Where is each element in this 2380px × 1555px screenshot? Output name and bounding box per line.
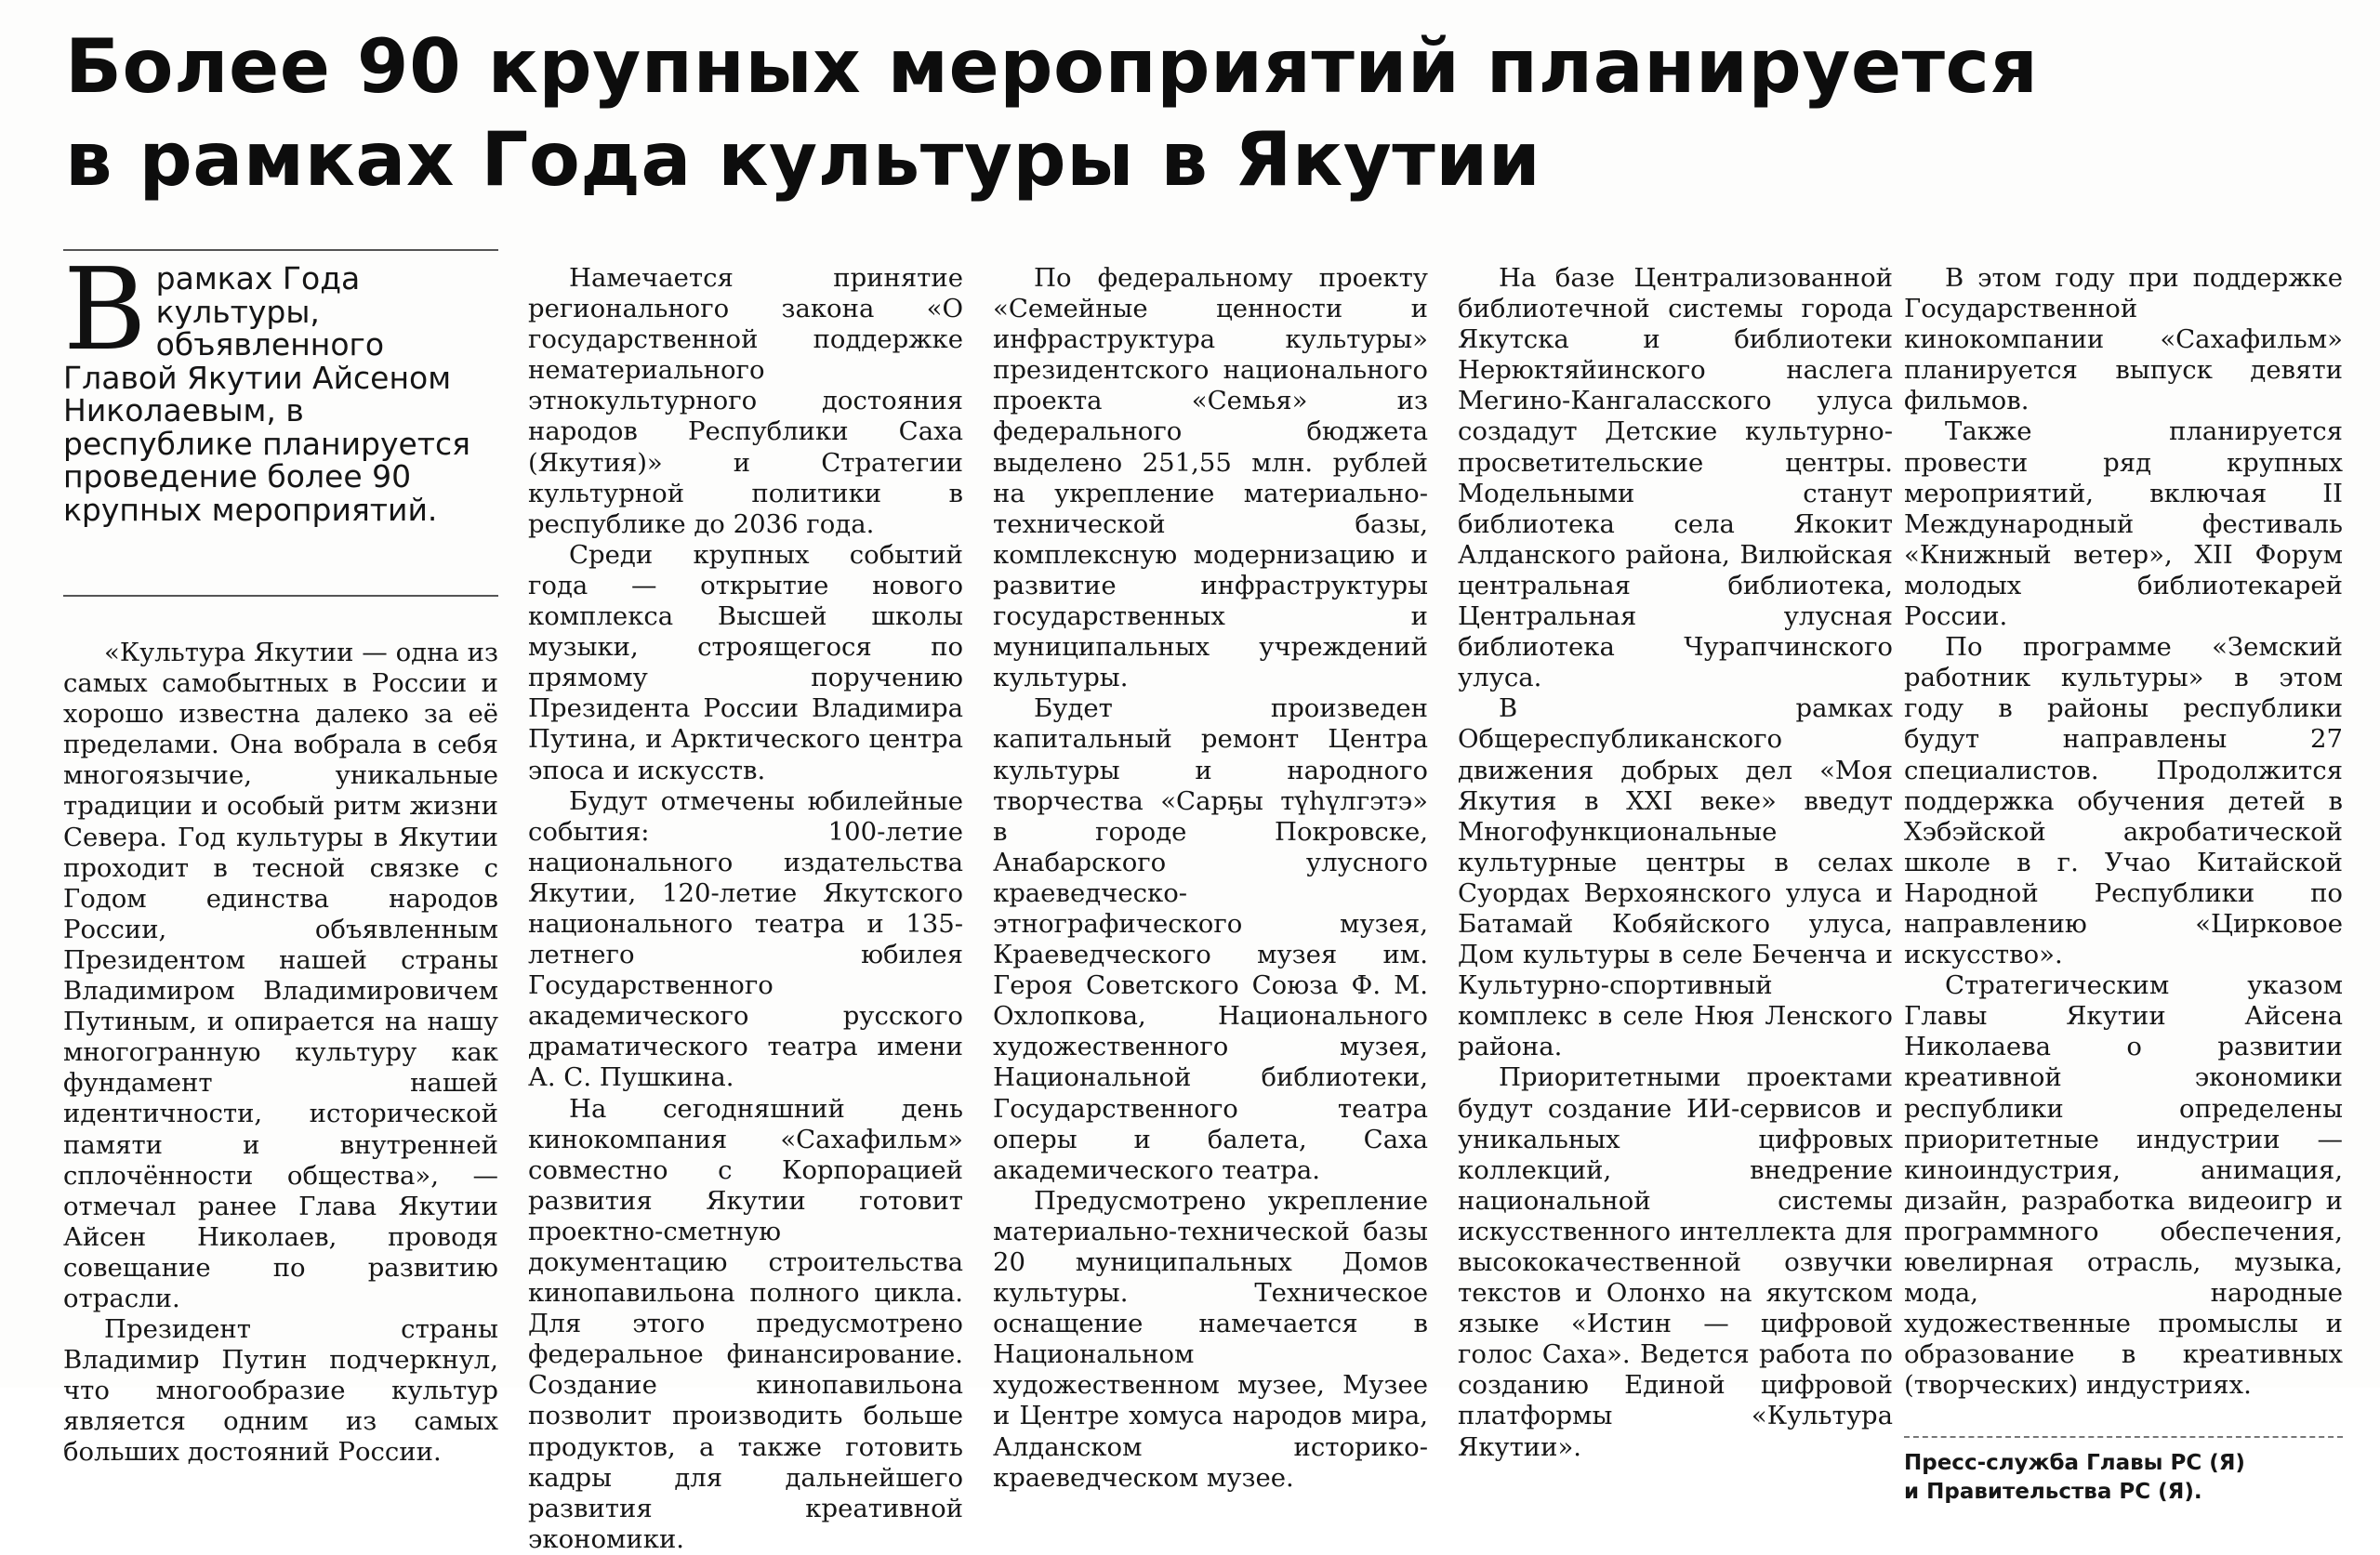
paragraph: На базе Централизованной библиотечной системы города Якутска и библиотеки Нерюктяйинского наслега Мегино-Кангаласского улуса создадут Детские культурно-просветительские центры. Модельными станут библиотека села Якокит Алданского района, Вилюйская центральная библиотека, Центральная улусная библиотека Чурапчинского улуса. bbox=[1458, 263, 1893, 693]
headline-line-1: Более 90 крупных мероприятий планируется bbox=[65, 23, 2039, 110]
paragraph: «Культура Якутии — одна из самых самобытных в России и хорошо известна далеко за её пределами. Она вобрала в себя многоязычие, уникальные традиции и особый ритм жизни Севера. Год культуры в Якутии проходит в тесной связке с Годом единства народов России, объявленным Президентом нашей страны Владимиром Владимировичем Путиным, и опирается на нашу многогранную культуру как фундамент нашей идентичности, исторической памяти и внутренней сплочённости общества», — отмечал ранее Глава Якутии Айсен Николаев, проводя совещание по развитию отрасли. bbox=[63, 638, 498, 1313]
article-lead bbox=[63, 244, 498, 597]
column-3 bbox=[993, 263, 1428, 1494]
column-1-body bbox=[63, 638, 498, 1469]
paragraph: По программе «Земский работник культуры» в этом году в районы республики будут направлены 27 специалистов. Продолжится поддержка обучения детей в Хэбэйской акробатической школе в г. Учао Китайской Народной Республики по направлению «Цирковое искусство». bbox=[1904, 632, 2343, 970]
column-2 bbox=[528, 263, 963, 1555]
paragraph: В этом году при поддержке Государственной кинокомпании «Сахафильм» планируется выпуск девяти фильмов. bbox=[1904, 263, 2343, 416]
signature-line-2: и Правительства РС (Я). bbox=[1904, 1480, 2202, 1505]
headline-line-2: в рамках Года культуры в Якутии bbox=[65, 116, 1541, 203]
paragraph: По федеральному проекту «Семейные ценности и инфраструктура культуры» президентского национального проекта «Семья» из федерального бюджета выделено 251,55 млн. рублей на укрепление материально-технической базы, комплексную модернизацию и развитие инфраструктуры государственных и муниципальных учреждений культуры. bbox=[993, 263, 1428, 693]
paragraph: На сегодняшний день кинокомпания «Сахафильм» совместно с Корпорацией развития Якутии готовит проектно-сметную документацию строительства кинопавильона полного цикла. Для этого предусмотрено федеральное финансирование. Создание кинопавильона позволит производить больше продуктов, а также готовить кадры для дальнейшего развития креативной экономики. bbox=[528, 1093, 963, 1554]
paragraph: Намечается принятие регионального закона «О государственной поддержке нематериального этнокультурного достояния народов Республики Саха (Якутия)» и Стратегии культурной политики в республике до 2036 года. bbox=[528, 263, 963, 539]
signature-line-1: Пресс-служба Главы РС (Я) bbox=[1904, 1451, 2245, 1476]
article-headline bbox=[65, 20, 2315, 206]
drop-cap: В bbox=[63, 244, 147, 376]
column-4 bbox=[1458, 263, 1893, 1463]
paragraph: Среди крупных событий года — открытие нового комплекса Высшей школы музыки, строящегося по прямому поручению Президента России Владимира Путина, и Арктического центра эпоса и искусств. bbox=[528, 539, 963, 785]
paragraph: Приоритетными проектами будут создание ИИ-сервисов и уникальных цифровых коллекций, внедрение национальной системы искусственного интеллекта для высококачественной озвучки текстов и Олонхо на якутском языке «Истин — цифровой голос Саха». Ведется работа по созданию Единой цифровой платформы «Культура Якутии». bbox=[1458, 1062, 1893, 1462]
paragraph: В рамках Общереспубликанского движения добрых дел «Моя Якутия в XXI веке» введут Многофункциональные культурные центры в селах Суордах Верхоянского улуса и Батамай Кобяйского улуса, Дом культуры в селе Беченча и Культурно-спортивный комплекс в селе Нюя Ленского района. bbox=[1458, 693, 1893, 1062]
press-service-signature bbox=[1904, 1436, 2343, 1507]
paragraph: Предусмотрено укрепление материально-технической базы 20 муниципальных Домов культуры. Техническое оснащение намечается в Национальном художественном музее, Музее и Центре хомуса народов мира, Алданском историко-краеведческом музее. bbox=[993, 1185, 1428, 1493]
lead-text: рамках Года культуры, объявленного Главой Якутии Айсеном Николаевым, в республике планируется проведение более 90 крупных мероприятий. bbox=[63, 260, 471, 528]
paragraph: Будет произведен капитальный ремонт Центра культуры и народного творчества «Сарҕы түһүлгэтэ» в городе Покровске, Анабарского улусного краеведческо-этнографического музея, Краеведческого музея им. Героя Советского Союза Ф. М. Охлопкова, Национального художественного музея, Национальной библиотеки, Государственного театра оперы и балета, Саха академического театра. bbox=[993, 693, 1428, 1185]
paragraph: Президент страны Владимир Путин подчеркнул, что многообразие культур является одним из самых больших достояний России. bbox=[63, 1314, 498, 1468]
paragraph: Будут отмечены юбилейные события: 100-летие национального издательства Якутии, 120-летие Якутского национального театра и 135-летнего юбилея Государственного академического русского драматического театра имени А. С. Пушкина. bbox=[528, 785, 963, 1093]
column-5 bbox=[1904, 263, 2343, 1507]
paragraph: Также планируется провести ряд крупных мероприятий, включая II Международный фестиваль «Книжный ветер», XII Форум молодых библиотекарей России. bbox=[1904, 416, 2343, 632]
paragraph: Стратегическим указом Главы Якутии Айсена Николаева о развитии креативной экономики республики определены приоритетные индустрии — киноиндустрия, анимация, дизайн, разработка видеоигр и программного обеспечения, ювелирная отрасль, музыка, мода, народные художественные промыслы и образование в креативных (творческих) индустриях. bbox=[1904, 970, 2343, 1401]
column-1 bbox=[63, 244, 498, 1469]
